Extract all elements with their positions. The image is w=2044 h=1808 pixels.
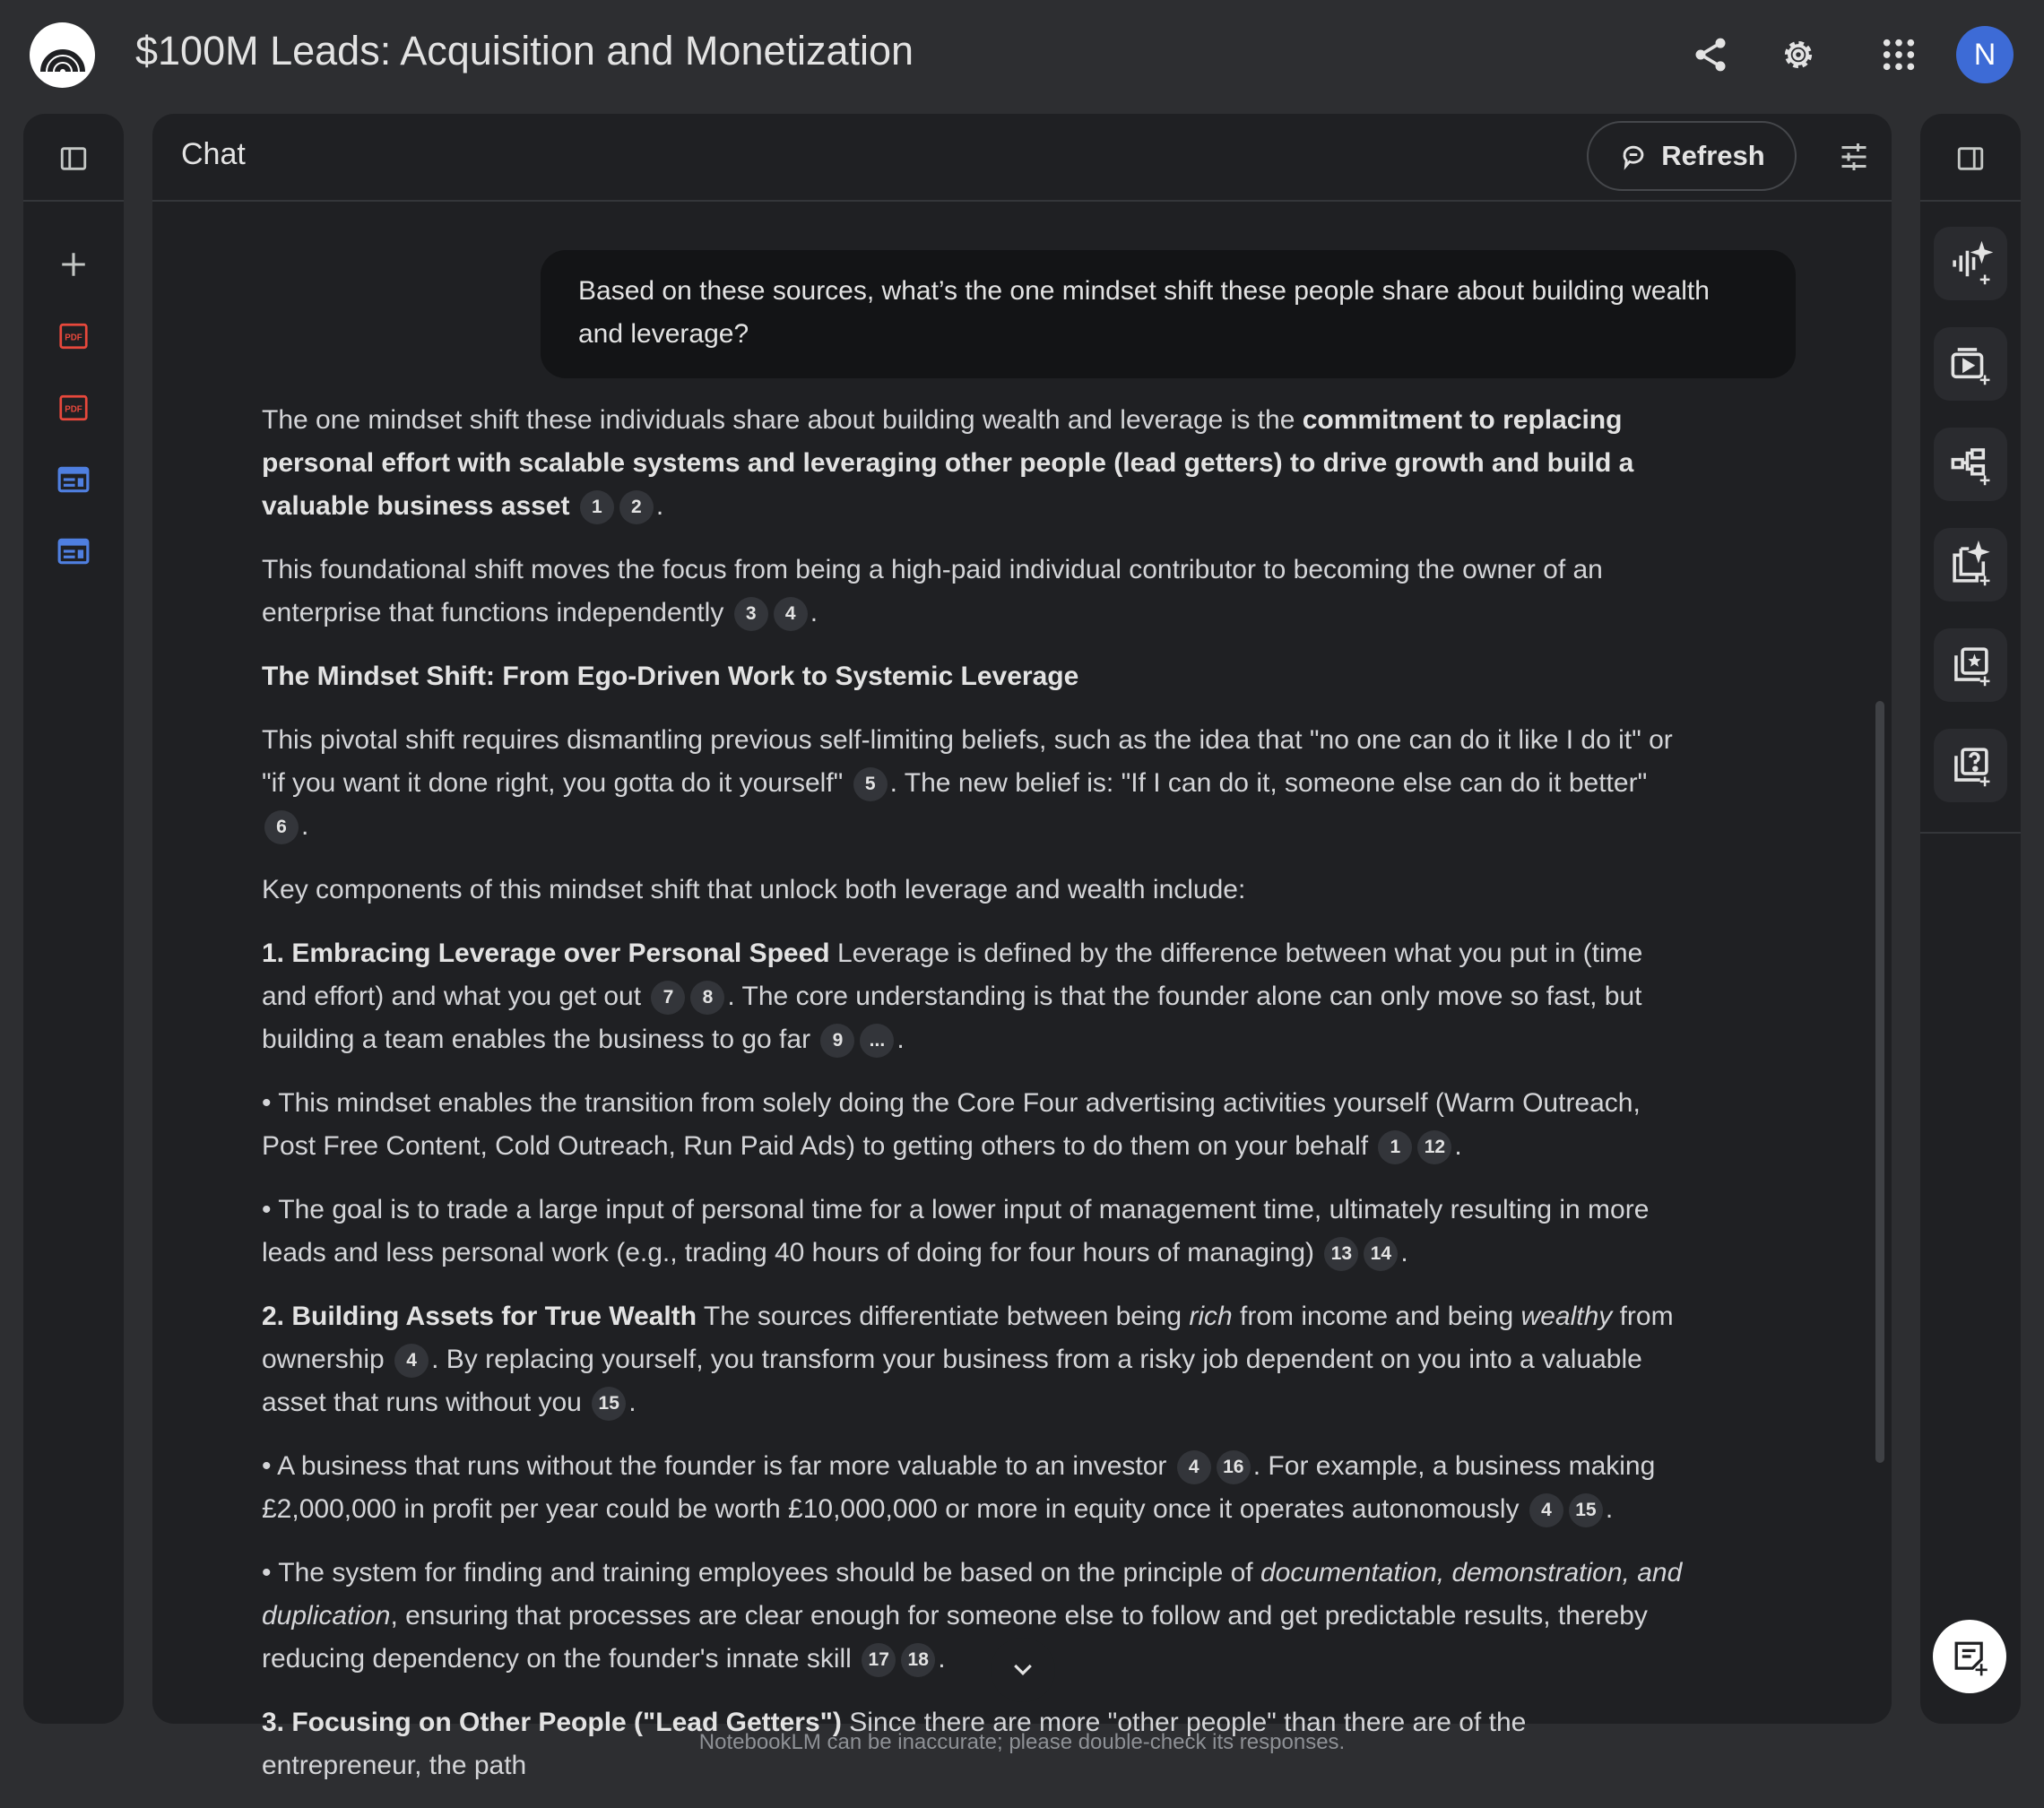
chat-settings-tune-icon[interactable] [1832, 135, 1875, 178]
response-text: This foundational shift moves the focus from being a high-paid individual contributor to becoming the owner of an enterprise that functions independently [262, 555, 1603, 627]
response-heading [262, 655, 1687, 698]
quiz-icon [1948, 743, 1993, 788]
response-text: The sources differentiate between being [697, 1302, 1190, 1331]
studio-panel-collapsed [1920, 114, 2021, 1724]
response-italic-text: documentation, demonstration, and duplication [262, 1558, 1683, 1631]
response-text: The one mindset shift these individuals share about building wealth and leverage is the [262, 405, 1303, 435]
citation-chip[interactable]: 12 [1417, 1130, 1451, 1164]
web-source-icon[interactable] [50, 528, 97, 575]
citation-chip[interactable]: 2 [619, 490, 654, 524]
citation-chip[interactable]: 14 [1364, 1237, 1398, 1271]
response-text: • The goal is to trade a large input of personal time for a lower input of management time, ultimately resulting in more leads and less personal work (e.g., trading 40 hours of doing for four hours of managing) [262, 1195, 1650, 1267]
response-bullet: • This mindset enables the transition from solely doing the Core Four advertising activities yourself (Warm Outreach, Post Free Content, Cold Outreach, Run Paid Ads) to getting others to do them on your behalf 1 12 . [262, 1082, 1687, 1168]
citation-chip[interactable]: 9 [820, 1024, 854, 1058]
citation-chip[interactable]: 4 [774, 597, 808, 631]
user-message-bubble: Based on these sources, what’s the one mindset shift these people share about building wealth and leverage? [541, 250, 1796, 378]
assistant-response [262, 399, 1687, 1808]
share-icon[interactable] [1687, 31, 1734, 78]
citation-chip[interactable]: 1 [580, 490, 614, 524]
divider [23, 200, 124, 202]
response-text: Leverage is defined by the difference between what you put in (time and effort) and what you get out [262, 939, 1643, 1011]
add-source-icon[interactable] [50, 241, 97, 288]
citation-chip[interactable]: 3 [734, 597, 768, 631]
audio-overview-button[interactable] [1934, 227, 2007, 300]
sources-panel-collapsed [23, 114, 124, 1724]
response-bullet: • The system for finding and training employees should be based on the principle of documentation, demonstration, and duplication, ensuring that processes are clear enough for someone else to follow and get predictable results, thereby reducing dependency on the founder's innate skill 17 18 . [262, 1552, 1687, 1681]
settings-gear-icon[interactable] [1775, 31, 1822, 78]
response-text: • The system for finding and training employees should be based on the principle of [262, 1558, 1260, 1587]
response-section: 1. Embracing Leverage over Personal Speed Leverage is defined by the difference between what you put in (time and effort) and what you get out 7 8 . The core understanding is that the founder alone can only move so fast, but building a team enables the business to go far 9 ... . [262, 932, 1687, 1061]
notebooklm-logo[interactable] [30, 22, 95, 88]
section-title: 1. Embracing Leverage over Personal Speed [262, 939, 830, 968]
citation-chip[interactable]: 6 [264, 810, 299, 844]
section-heading: The Mindset Shift: From Ego-Driven Work to Systemic Leverage [262, 662, 1079, 691]
citation-chip[interactable]: 5 [853, 767, 888, 801]
citation-chip[interactable]: 16 [1217, 1450, 1251, 1484]
citation-chip[interactable]: 4 [1177, 1450, 1211, 1484]
video-overview-icon [1948, 342, 1993, 386]
response-text: , ensuring that processes are clear enough for someone else to follow and get predictable results, thereby reducing dependency on the founder's innate skill [262, 1601, 1648, 1674]
response-text: from ownership [262, 1302, 1674, 1374]
divider [1920, 200, 2021, 202]
citation-chip[interactable]: 17 [862, 1643, 896, 1677]
scroll-to-bottom-button[interactable] [991, 1638, 1055, 1702]
response-text: . For example, a business making £2,000,000 in profit per year could be worth £10,000,000 or more in equity once it operates autonomously [262, 1451, 1656, 1524]
response-text: . By replacing yourself, you transform your business from a risky job dependent on you into a valuable asset that runs without you [262, 1345, 1642, 1417]
response-text: Since there are more "other people" than there are of the entrepreneur, the path [262, 1708, 1527, 1780]
response-text: Key components of this mindset shift that unlock both leverage and wealth include: [262, 875, 1246, 904]
citation-chip[interactable]: 8 [690, 981, 724, 1015]
pdf-source-icon[interactable] [50, 385, 97, 431]
add-note-icon [1949, 1636, 1990, 1677]
video-overview-button[interactable] [1934, 327, 2007, 401]
response-paragraph [262, 869, 1687, 912]
chat-header [152, 114, 1892, 202]
notebook-title[interactable]: $100M Leads: Acquisition and Monetization [135, 28, 914, 74]
citation-chip[interactable]: 4 [1529, 1493, 1563, 1527]
user-avatar[interactable]: N [1956, 26, 2014, 83]
chat-title: Chat [181, 137, 246, 171]
response-text: This pivotal shift requires dismantling previous self-limiting beliefs, such as the idea that "no one can do it like I do it" or "if you want it done right, you gotta do it yourself" [262, 725, 1673, 798]
response-text: • This mindset enables the transition from solely doing the Core Four advertising activities yourself (Warm Outreach, Post Free Content, Cold Outreach, Run Paid Ads) to getting others to do them on your behalf [262, 1088, 1641, 1161]
flashcards-button[interactable] [1934, 628, 2007, 702]
response-paragraph: This foundational shift moves the focus from being a high-paid individual contributor to becoming the owner of an enterprise that functions independently 3 4 . [262, 549, 1687, 635]
pdf-source-icon[interactable] [50, 313, 97, 359]
response-text: from income and being [1232, 1302, 1521, 1331]
apps-grid-icon[interactable] [1875, 31, 1922, 78]
divider [1920, 832, 2021, 834]
reports-button[interactable] [1934, 528, 2007, 601]
chevron-down-icon [1009, 1657, 1036, 1683]
sidebar-toggle-icon[interactable] [50, 135, 97, 182]
citation-more-chip[interactable]: ... [860, 1024, 894, 1058]
citation-chip[interactable]: 15 [592, 1387, 626, 1421]
reports-icon [1948, 542, 1993, 587]
mind-map-icon [1948, 442, 1993, 487]
chat-scrollbar[interactable] [1875, 701, 1884, 1463]
response-bullet: • The goal is to trade a large input of personal time for a lower input of management time, ultimately resulting in more leads and less personal work (e.g., trading 40 hours of doing for four hours of managing) 13 14 . [262, 1189, 1687, 1275]
response-paragraph: This pivotal shift requires dismantling previous self-limiting beliefs, such as the idea that "no one can do it like I do it" or "if you want it done right, you gotta do it yourself" 5 . The new belief is: "If I can do it, someone else can do it better" 6 . [262, 719, 1687, 848]
citation-chip[interactable]: 15 [1569, 1493, 1603, 1527]
web-source-icon[interactable] [50, 456, 97, 503]
response-bold-text: commitment to replacing personal effort with scalable systems and leveraging other people (lead getters) to drive growth and build a valuable business asset [262, 405, 1634, 521]
response-section: 2. Building Assets for True Wealth The sources differentiate between being rich from income and being wealthy from ownership 4 . By replacing yourself, you transform your business from a risky job dependent on you into a valuable asset that runs without you 15 . [262, 1295, 1687, 1424]
section-title: 2. Building Assets for True Wealth [262, 1302, 697, 1331]
citation-chip[interactable]: 7 [651, 981, 685, 1015]
response-text: . The new belief is: "If I can do it, someone else can do it better" [889, 768, 1648, 798]
audio-overview-icon [1948, 241, 1993, 286]
studio-toggle-icon[interactable] [1947, 135, 1994, 182]
response-paragraph: The one mindset shift these individuals share about building wealth and leverage is the commitment to replacing personal effort with scalable systems and leveraging other people (lead getters) to drive growth and build a valuable business asset 1 2 . [262, 399, 1687, 528]
citation-chip[interactable]: 1 [1378, 1130, 1412, 1164]
response-italic-text: wealthy [1520, 1302, 1613, 1331]
citation-chip[interactable]: 13 [1324, 1237, 1358, 1271]
add-note-button[interactable] [1933, 1620, 2006, 1693]
pdf-label: PDF [65, 404, 82, 415]
section-title: 3. Focusing on Other People ("Lead Getters") [262, 1708, 842, 1737]
citation-chip[interactable]: 4 [394, 1344, 429, 1378]
refresh-button[interactable] [1587, 121, 1797, 191]
response-text: . The core understanding is that the founder alone can only move so fast, but building a team enables the business to go far [262, 982, 1642, 1054]
disclaimer-footer: NotebookLM can be inaccurate; please double-check its responses. [698, 1730, 1346, 1754]
top-bar [0, 0, 2044, 111]
refresh-chat-icon [1618, 141, 1649, 171]
pdf-label: PDF [65, 333, 82, 343]
mind-map-button[interactable] [1934, 428, 2007, 501]
response-text: • A business that runs without the founder is far more valuable to an investor [262, 1451, 1167, 1481]
flashcards-icon [1948, 643, 1993, 688]
citation-chip[interactable]: 18 [901, 1643, 935, 1677]
refresh-label: Refresh [1661, 140, 1765, 171]
quiz-button[interactable] [1934, 729, 2007, 802]
response-bullet: • A business that runs without the founder is far more valuable to an investor 4 16 . For example, a business making £2,000,000 in profit per year could be worth £10,000,000 or more in equity once it operates autonomously 4 15 . [262, 1445, 1687, 1531]
response-italic-text: rich [1189, 1302, 1233, 1331]
